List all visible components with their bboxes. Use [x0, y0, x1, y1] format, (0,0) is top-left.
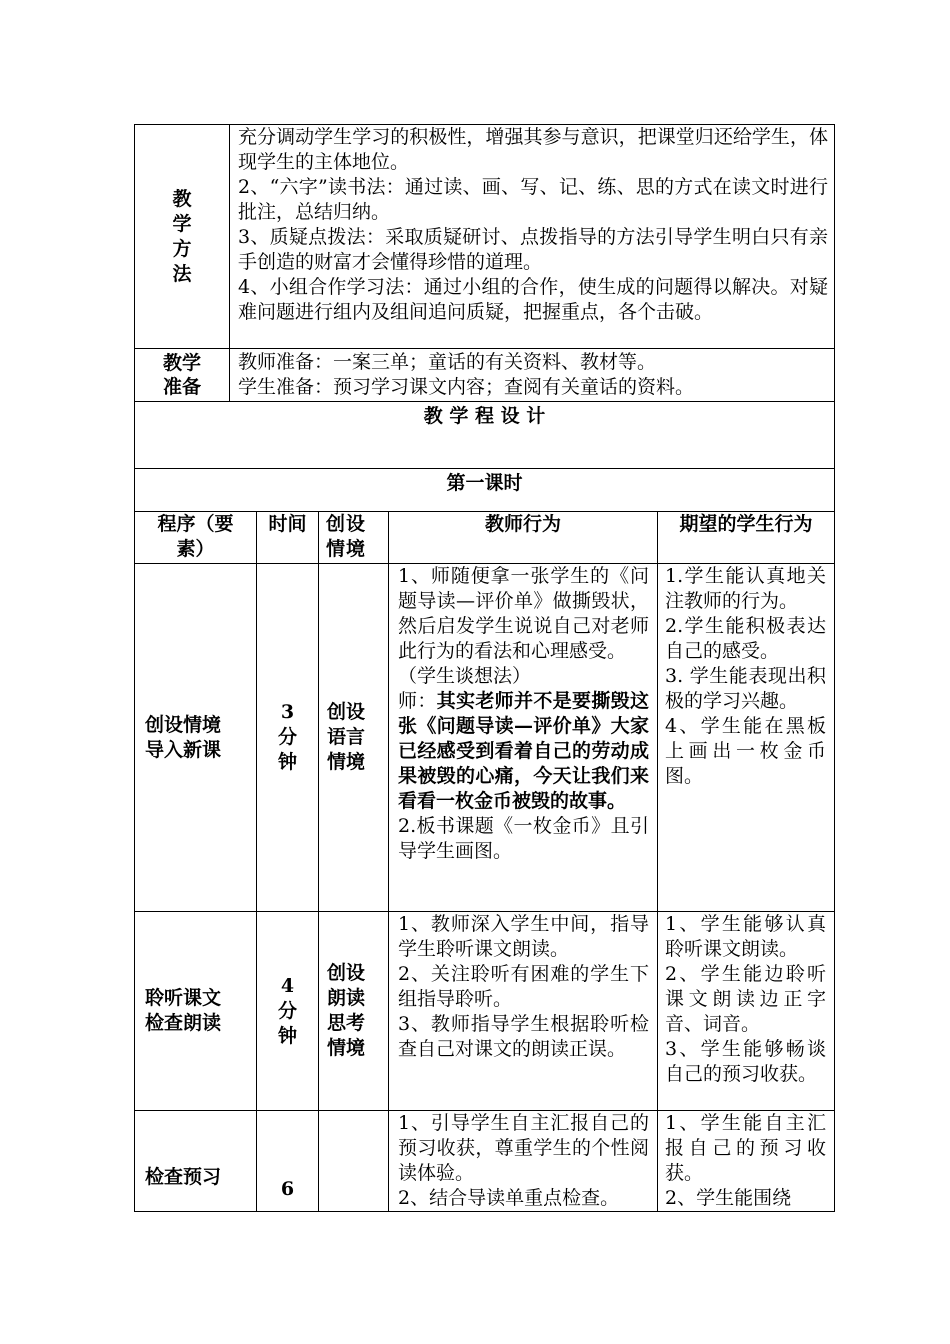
method-line-1: 充分调动学生学习的积极性，增强其参与意识，把课堂归还给学生，体现学生的主体地位。	[238, 126, 828, 173]
row1-student-3: 3. 学生能表现出积极的学习兴趣。	[665, 665, 826, 712]
row2-procedure: 聆听课文 检查朗读	[134, 911, 257, 1111]
method-label: 教 学 方 法	[134, 124, 230, 349]
row1-student	[657, 563, 835, 912]
row2-teacher-2: 2、关注聆听有困难的学生下组指导聆听。	[398, 963, 649, 1010]
method-line-4: 4、小组合作学习法：通过小组的合作，使生成的问题得以解决。对疑难问题进行组内及组间追问质疑，把握重点，各个击破。	[238, 276, 828, 323]
prep-student: 学生准备：预习学习课文内容；查阅有关童话的资料。	[238, 376, 695, 398]
row1-teacher	[388, 563, 658, 912]
method-content	[229, 124, 835, 349]
row3-student-2: 2、学生能围绕	[665, 1187, 792, 1209]
row1-student-1: 1.学生能认真地关注教师的行为。	[665, 565, 826, 612]
prep-teacher: 教师准备：一案三单；童话的有关资料、教材等。	[238, 351, 657, 373]
row1-teacher-step2: 2.板书课题《一枚金币》且引导学生画图。	[398, 815, 649, 862]
row3-teacher	[388, 1110, 658, 1212]
row2-student-2: 2、学生能边聆听课文朗读边正字音、词音。	[665, 963, 826, 1035]
header-teacher: 教师行为	[388, 511, 658, 564]
row2-time: 4 分 钟	[256, 911, 319, 1111]
row1-teacher-speech-text: 其实老师并不是要撕毁这张《问题导读—评价单》大家已经感受到看着自己的劳动成果被毁的心痛，今天让我们来看看一枚金币被毁的故事。	[398, 690, 649, 812]
row1-scene: 创设 语言 情境	[318, 563, 389, 912]
row1-teacher-note: （学生谈想法）	[398, 665, 532, 687]
prep-label: 教学 准备	[134, 348, 230, 402]
row2-student	[657, 911, 835, 1111]
row1-teacher-speech-prefix: 师：	[398, 690, 437, 712]
row1-student-4: 4、学生能在黑板上画出一枚金币图。	[665, 715, 826, 787]
header-student: 期望的学生行为	[657, 511, 835, 564]
row3-student-1: 1、学生能自主汇报自己的预习收获。	[665, 1112, 826, 1184]
row1-teacher-step1: 1、师随便拿一张学生的《问题导读—评价单》做撕毁状，然后启发学生说说自己对老师此行为的看法和心理感受。	[398, 565, 649, 662]
row3-procedure: 检查预习	[134, 1110, 257, 1212]
header-time: 时间	[256, 511, 319, 564]
row2-teacher-3: 3、教师指导学生根据聆听检查自己对课文的朗读正误。	[398, 1013, 649, 1060]
header-procedure: 程序（要素）	[134, 511, 257, 564]
prep-content	[229, 348, 835, 402]
row2-student-3: 3、学生能够畅谈自己的预习收获。	[665, 1038, 826, 1085]
row2-teacher	[388, 911, 658, 1111]
row3-teacher-2: 2、结合导读单重点检查。	[398, 1187, 620, 1209]
row1-teacher-speech	[398, 689, 649, 814]
header-scene: 创设情境	[318, 511, 389, 564]
method-line-3: 3、质疑点拨法：采取质疑研讨、点拨指导的方法引导学生明白只有亲手创造的财富才会懂得珍惜的道理。	[238, 226, 828, 273]
method-line-2: 2、“六字”读书法：通过读、画、写、记、练、思的方式在读文时进行批注，总结归纳。	[238, 176, 828, 223]
row2-scene: 创设 朗读 思考 情境	[318, 911, 389, 1111]
design-title: 教 学 程 设 计	[134, 401, 835, 469]
lesson-title: 第一课时	[134, 468, 835, 512]
row1-time: 3 分 钟	[256, 563, 319, 912]
row3-teacher-1: 1、引导学生自主汇报自己的预习收获，尊重学生的个性阅读体验。	[398, 1112, 649, 1184]
row2-student-1: 1、学生能够认真聆听课文朗读。	[665, 913, 826, 960]
row3-time: 6	[256, 1110, 319, 1212]
row3-student	[657, 1110, 835, 1212]
row1-student-2: 2.学生能积极表达自己的感受。	[665, 615, 826, 662]
row1-procedure: 创设情境 导入新课	[134, 563, 257, 912]
row2-teacher-1: 1、教师深入学生中间，指导学生聆听课文朗读。	[398, 913, 649, 960]
row3-scene	[318, 1110, 389, 1212]
